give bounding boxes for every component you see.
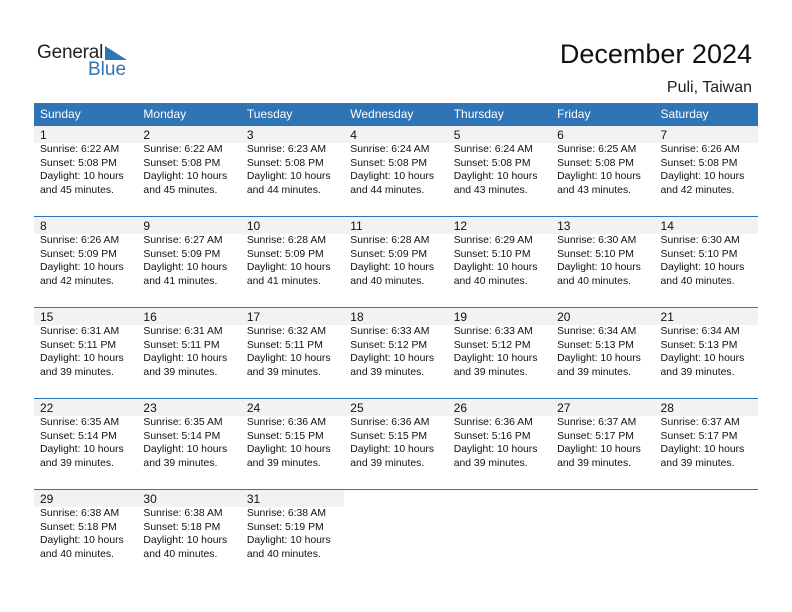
daylight-minutes: and 39 minutes. — [350, 457, 425, 469]
sunset-time: Sunset: 5:18 PM — [143, 521, 221, 533]
daylight-hours: Daylight: 10 hours — [350, 353, 435, 365]
day-number: 5 — [448, 126, 551, 143]
daylight-minutes: and 40 minutes. — [246, 548, 321, 560]
day-cell — [137, 126, 240, 217]
daylight-hours: Daylight: 10 hours — [453, 262, 538, 274]
sunset-time: Sunset: 5:08 PM — [143, 157, 221, 169]
daylight-minutes: and 39 minutes. — [557, 457, 632, 469]
week-row — [34, 399, 758, 490]
day-cell — [655, 217, 758, 308]
daylight-minutes: and 39 minutes. — [143, 366, 218, 378]
sunset-time: Sunset: 5:08 PM — [557, 157, 634, 169]
day-cell — [34, 399, 137, 490]
sunrise-time: Sunrise: 6:36 AM — [453, 417, 533, 428]
sunrise-time: Sunrise: 6:34 AM — [660, 326, 740, 337]
sunrise-time: Sunrise: 6:37 AM — [660, 417, 740, 428]
sunset-time: Sunset: 5:11 PM — [40, 339, 117, 351]
day-cell — [34, 490, 137, 581]
daylight-minutes: and 39 minutes. — [350, 366, 425, 378]
sunrise-time: Sunrise: 6:28 AM — [350, 235, 430, 246]
day-number: 21 — [655, 308, 758, 325]
sunrise-time: Sunrise: 6:25 AM — [557, 144, 637, 155]
day-cell — [344, 399, 447, 490]
daylight-hours: Daylight: 10 hours — [40, 535, 124, 547]
daylight-hours: Daylight: 10 hours — [660, 444, 745, 456]
day-cell — [241, 399, 344, 490]
daylight-minutes: and 39 minutes. — [557, 366, 632, 378]
day-number: 30 — [137, 490, 240, 507]
day-number: 19 — [448, 308, 551, 325]
daylight-hours: Daylight: 10 hours — [246, 262, 331, 274]
daylight-hours: Daylight: 10 hours — [557, 171, 641, 183]
day-number: 15 — [34, 308, 137, 325]
daylight-hours: Daylight: 10 hours — [453, 444, 538, 456]
week-row — [34, 490, 758, 581]
weekday-header-tuesday: Tuesday — [241, 103, 344, 126]
daylight-minutes: and 39 minutes. — [660, 366, 735, 378]
day-cell — [34, 217, 137, 308]
sunset-time: Sunset: 5:08 PM — [40, 157, 117, 169]
sunset-time: Sunset: 5:09 PM — [143, 248, 221, 260]
sunrise-time: Sunrise: 6:38 AM — [246, 508, 326, 519]
day-number: 14 — [655, 217, 758, 234]
day-number: 9 — [137, 217, 240, 234]
daylight-minutes: and 40 minutes. — [660, 275, 735, 287]
daylight-minutes: and 39 minutes. — [40, 457, 114, 469]
sunrise-time: Sunrise: 6:35 AM — [40, 417, 120, 428]
sunset-time: Sunset: 5:08 PM — [660, 157, 738, 169]
week-row — [34, 217, 758, 308]
sunset-time: Sunset: 5:16 PM — [453, 430, 531, 442]
sunset-time: Sunset: 5:17 PM — [557, 430, 634, 442]
daylight-minutes: and 40 minutes. — [143, 548, 218, 560]
day-number: 18 — [344, 308, 447, 325]
day-number: 17 — [241, 308, 344, 325]
sunrise-time: Sunrise: 6:26 AM — [40, 235, 120, 246]
sunset-time: Sunset: 5:17 PM — [660, 430, 738, 442]
daylight-hours: Daylight: 10 hours — [660, 353, 745, 365]
day-number: 7 — [655, 126, 758, 143]
daylight-hours: Daylight: 10 hours — [453, 353, 538, 365]
day-number: 6 — [551, 126, 654, 143]
brand-logo — [37, 42, 137, 82]
day-number: 20 — [551, 308, 654, 325]
day-number: 16 — [137, 308, 240, 325]
sunset-time: Sunset: 5:18 PM — [40, 521, 117, 533]
daylight-minutes: and 40 minutes. — [40, 548, 114, 560]
day-number: 13 — [551, 217, 654, 234]
page-title: December 2024 — [559, 39, 752, 69]
sunset-time: Sunset: 5:14 PM — [40, 430, 117, 442]
sunrise-time: Sunrise: 6:27 AM — [143, 235, 223, 246]
day-number: 27 — [551, 399, 654, 416]
weekday-header-friday: Friday — [551, 103, 654, 126]
day-number: 11 — [344, 217, 447, 234]
day-number: 26 — [448, 399, 551, 416]
sunrise-time: Sunrise: 6:30 AM — [557, 235, 637, 246]
day-cell — [34, 126, 137, 217]
sunrise-time: Sunrise: 6:24 AM — [350, 144, 430, 155]
sunrise-time: Sunrise: 6:34 AM — [557, 326, 637, 337]
logo-general-text: General — [37, 42, 104, 63]
day-number: 23 — [137, 399, 240, 416]
day-cell — [344, 308, 447, 399]
daylight-hours: Daylight: 10 hours — [143, 353, 228, 365]
day-cell — [241, 126, 344, 217]
day-number: 4 — [344, 126, 447, 143]
sunset-time: Sunset: 5:08 PM — [246, 157, 324, 169]
sunset-time: Sunset: 5:09 PM — [246, 248, 324, 260]
sunset-time: Sunset: 5:09 PM — [40, 248, 117, 260]
daylight-hours: Daylight: 10 hours — [453, 171, 538, 183]
day-cell — [655, 399, 758, 490]
sunset-time: Sunset: 5:12 PM — [350, 339, 428, 351]
sunrise-time: Sunrise: 6:37 AM — [557, 417, 637, 428]
day-number: 12 — [448, 217, 551, 234]
day-cell — [551, 399, 654, 490]
daylight-hours: Daylight: 10 hours — [557, 353, 641, 365]
day-number: 25 — [344, 399, 447, 416]
daylight-minutes: and 39 minutes. — [246, 366, 321, 378]
daylight-minutes: and 39 minutes. — [453, 366, 528, 378]
logo-blue-text: Blue — [88, 59, 127, 80]
weekday-header-sunday: Sunday — [34, 103, 137, 126]
week-row — [34, 308, 758, 399]
day-number: 29 — [34, 490, 137, 507]
sunset-time: Sunset: 5:08 PM — [453, 157, 531, 169]
sunset-time: Sunset: 5:10 PM — [453, 248, 531, 260]
empty-day-cell — [448, 490, 551, 581]
weekday-header-wednesday: Wednesday — [344, 103, 447, 126]
sunset-time: Sunset: 5:15 PM — [246, 430, 324, 442]
daylight-minutes: and 40 minutes. — [350, 275, 425, 287]
daylight-hours: Daylight: 10 hours — [143, 262, 228, 274]
weekday-header-row — [34, 103, 758, 126]
sunset-time: Sunset: 5:11 PM — [143, 339, 220, 351]
sunrise-time: Sunrise: 6:32 AM — [246, 326, 326, 337]
daylight-hours: Daylight: 10 hours — [660, 262, 745, 274]
daylight-minutes: and 39 minutes. — [143, 457, 218, 469]
daylight-hours: Daylight: 10 hours — [40, 444, 124, 456]
sunrise-time: Sunrise: 6:29 AM — [453, 235, 533, 246]
sunset-time: Sunset: 5:13 PM — [660, 339, 738, 351]
day-number: 31 — [241, 490, 344, 507]
sunrise-time: Sunrise: 6:24 AM — [453, 144, 533, 155]
day-cell — [448, 217, 551, 308]
sunset-time: Sunset: 5:15 PM — [350, 430, 428, 442]
sunrise-time: Sunrise: 6:33 AM — [453, 326, 533, 337]
daylight-hours: Daylight: 10 hours — [350, 262, 435, 274]
daylight-minutes: and 41 minutes. — [246, 275, 321, 287]
sunrise-time: Sunrise: 6:36 AM — [350, 417, 430, 428]
daylight-hours: Daylight: 10 hours — [143, 535, 228, 547]
location-label: Puli, Taiwan — [666, 79, 752, 96]
daylight-minutes: and 40 minutes. — [453, 275, 528, 287]
empty-day-cell — [655, 490, 758, 581]
sunrise-time: Sunrise: 6:33 AM — [350, 326, 430, 337]
daylight-hours: Daylight: 10 hours — [40, 262, 124, 274]
day-cell — [137, 490, 240, 581]
weekday-header-saturday: Saturday — [655, 103, 758, 126]
day-number: 8 — [34, 217, 137, 234]
sunrise-time: Sunrise: 6:30 AM — [660, 235, 740, 246]
sunrise-time: Sunrise: 6:23 AM — [246, 144, 326, 155]
day-cell — [655, 126, 758, 217]
daylight-hours: Daylight: 10 hours — [557, 444, 641, 456]
day-number: 3 — [241, 126, 344, 143]
sunrise-time: Sunrise: 6:22 AM — [40, 144, 120, 155]
sunset-time: Sunset: 5:09 PM — [350, 248, 428, 260]
daylight-minutes: and 40 minutes. — [557, 275, 632, 287]
daylight-minutes: and 43 minutes. — [453, 184, 528, 196]
sunrise-time: Sunrise: 6:36 AM — [246, 417, 326, 428]
day-number: 22 — [34, 399, 137, 416]
daylight-hours: Daylight: 10 hours — [40, 353, 124, 365]
week-row — [34, 126, 758, 217]
sunset-time: Sunset: 5:13 PM — [557, 339, 634, 351]
daylight-minutes: and 42 minutes. — [660, 184, 735, 196]
day-cell — [448, 308, 551, 399]
daylight-hours: Daylight: 10 hours — [246, 535, 331, 547]
sunset-time: Sunset: 5:12 PM — [453, 339, 531, 351]
day-cell — [137, 308, 240, 399]
daylight-hours: Daylight: 10 hours — [143, 171, 228, 183]
day-number: 10 — [241, 217, 344, 234]
daylight-minutes: and 45 minutes. — [40, 184, 114, 196]
daylight-hours: Daylight: 10 hours — [350, 171, 435, 183]
daylight-hours: Daylight: 10 hours — [246, 444, 331, 456]
daylight-hours: Daylight: 10 hours — [660, 171, 745, 183]
day-number: 2 — [137, 126, 240, 143]
day-cell — [34, 308, 137, 399]
day-number: 24 — [241, 399, 344, 416]
day-cell — [448, 126, 551, 217]
sunrise-time: Sunrise: 6:31 AM — [143, 326, 223, 337]
empty-day-cell — [551, 490, 654, 581]
daylight-minutes: and 39 minutes. — [246, 457, 321, 469]
weekday-header-thursday: Thursday — [448, 103, 551, 126]
day-cell — [551, 217, 654, 308]
sunset-time: Sunset: 5:19 PM — [246, 521, 324, 533]
daylight-hours: Daylight: 10 hours — [350, 444, 435, 456]
daylight-minutes: and 43 minutes. — [557, 184, 632, 196]
day-cell — [448, 399, 551, 490]
empty-day-cell — [344, 490, 447, 581]
daylight-minutes: and 39 minutes. — [453, 457, 528, 469]
daylight-minutes: and 45 minutes. — [143, 184, 218, 196]
daylight-minutes: and 39 minutes. — [660, 457, 735, 469]
day-number: 28 — [655, 399, 758, 416]
sunrise-time: Sunrise: 6:38 AM — [40, 508, 120, 519]
daylight-hours: Daylight: 10 hours — [40, 171, 124, 183]
sunset-time: Sunset: 5:11 PM — [246, 339, 323, 351]
day-cell — [241, 308, 344, 399]
daylight-minutes: and 44 minutes. — [350, 184, 425, 196]
day-cell — [551, 126, 654, 217]
day-cell — [137, 217, 240, 308]
sunrise-time: Sunrise: 6:31 AM — [40, 326, 120, 337]
day-cell — [344, 126, 447, 217]
daylight-hours: Daylight: 10 hours — [246, 353, 331, 365]
sunset-time: Sunset: 5:10 PM — [660, 248, 738, 260]
sunrise-time: Sunrise: 6:35 AM — [143, 417, 223, 428]
daylight-hours: Daylight: 10 hours — [143, 444, 228, 456]
daylight-minutes: and 42 minutes. — [40, 275, 114, 287]
calendar-grid — [34, 103, 758, 580]
sunrise-time: Sunrise: 6:26 AM — [660, 144, 740, 155]
sunrise-time: Sunrise: 6:38 AM — [143, 508, 223, 519]
day-cell — [655, 308, 758, 399]
day-cell — [551, 308, 654, 399]
daylight-hours: Daylight: 10 hours — [557, 262, 641, 274]
weekday-header-monday: Monday — [137, 103, 240, 126]
daylight-minutes: and 39 minutes. — [40, 366, 114, 378]
day-cell — [241, 217, 344, 308]
daylight-minutes: and 44 minutes. — [246, 184, 321, 196]
sunrise-time: Sunrise: 6:28 AM — [246, 235, 326, 246]
sunset-time: Sunset: 5:10 PM — [557, 248, 634, 260]
sunset-time: Sunset: 5:08 PM — [350, 157, 428, 169]
sunset-time: Sunset: 5:14 PM — [143, 430, 221, 442]
day-cell — [137, 399, 240, 490]
day-cell — [241, 490, 344, 581]
sunrise-time: Sunrise: 6:22 AM — [143, 144, 223, 155]
day-cell — [344, 217, 447, 308]
daylight-hours: Daylight: 10 hours — [246, 171, 331, 183]
daylight-minutes: and 41 minutes. — [143, 275, 218, 287]
day-number: 1 — [34, 126, 137, 143]
